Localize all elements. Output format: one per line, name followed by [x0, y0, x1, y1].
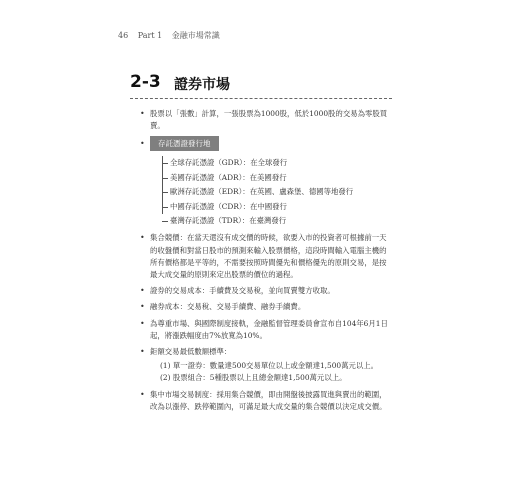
tree-tick [162, 178, 168, 179]
badge-row [140, 136, 390, 154]
sub-item: (2) 股票組合：5種股票以上且總金額達1,500萬元以上。 [160, 373, 347, 383]
bullet-icon: • [140, 233, 145, 243]
bullet-text: 為尊重市場、與國際制度接軌，金融監督管理委員會宣布自104年6月1日起，將漲跌幅度由7%放寬為10%。 [150, 318, 388, 340]
tree-item [162, 214, 390, 228]
bullet-icon: • [140, 389, 145, 399]
tree-tick [162, 163, 168, 164]
body-text [140, 108, 390, 417]
tree-tick [162, 207, 168, 208]
tree-item [162, 185, 390, 199]
tree-item [162, 200, 390, 214]
bullet-icon: • [140, 318, 145, 328]
bullet-item [140, 346, 390, 358]
bullet-icon: • [140, 346, 145, 356]
section-heading [130, 72, 392, 99]
tree-item-text: 臺灣存託憑證（TDR）：在臺灣發行 [170, 215, 287, 225]
sub-item: (1) 單一證券：數量達500交易單位以上或金額達1,500萬元以上。 [160, 361, 379, 371]
bullet-item [140, 318, 390, 342]
bullet-text: 集中市場交易制度：採用集合競價，即由開盤後披露買進與賣出的範圍，改為以漲停、跌停範圍內，可滿足最大成交量的集合競價以決定成交價。 [150, 389, 387, 411]
depositary-receipt-tree [162, 156, 390, 228]
bullet-icon: • [140, 286, 145, 296]
tree-item [162, 171, 390, 185]
bullet-item [140, 301, 390, 313]
tree-item-text: 美國存託憑證（ADR）：在美國發行 [170, 172, 287, 182]
bullet-icon: • [140, 302, 145, 312]
tree-item-text: 中國存託憑證（CDR）：在中國發行 [170, 201, 287, 211]
tree-item-text: 全球存託憑證（GDR）：在全球發行 [170, 158, 288, 168]
bullet-text: 證券的交易成本：手續費及交易稅，並向買賣雙方收取。 [150, 286, 335, 296]
bullet-text: 股票以「張數」計算，一張股票為1000股，低於1000股的交易為零股買賣。 [150, 109, 388, 131]
tree-tick [162, 221, 168, 222]
bullet-item [140, 232, 390, 281]
bullet-text: 融券成本：交易稅、交易手續費、融券手續費。 [150, 302, 306, 312]
bullet-text: 鉅額交易最低數額標準： [150, 346, 232, 356]
bullet-item [140, 389, 390, 413]
bullet-icon: • [140, 139, 145, 149]
section-number: 2-3 [130, 72, 161, 92]
depositary-receipt-badge: 存託憑證發行地 [150, 136, 219, 151]
tree-item [162, 156, 390, 170]
bullet-text: 集合競價：在當天還沒有成交價的時候，欲要入市的投資者可根據前一天的收盤價和對當日股市的預測來輸入股票價格，這段時間輸入電腦主機的所有價格都是平等的，不需要按照時間優先和價格優先的原則交易，是按最大成交量的原則來定出股票的價位的過程。 [150, 233, 387, 279]
tree-tick [162, 192, 168, 193]
running-head [118, 30, 220, 41]
tree-item-text: 歐洲存託憑證（EDR）：在英國、盧森堡、德國等地發行 [170, 187, 354, 197]
bullet-icon: • [140, 109, 145, 118]
page-number: 46 [118, 31, 129, 40]
section-title: 證券市場 [174, 77, 230, 93]
part-label: Part 1 [137, 31, 163, 40]
bullet-item [140, 108, 390, 132]
chapter-title: 金融市場常識 [171, 31, 220, 40]
bullet-item [140, 285, 390, 297]
